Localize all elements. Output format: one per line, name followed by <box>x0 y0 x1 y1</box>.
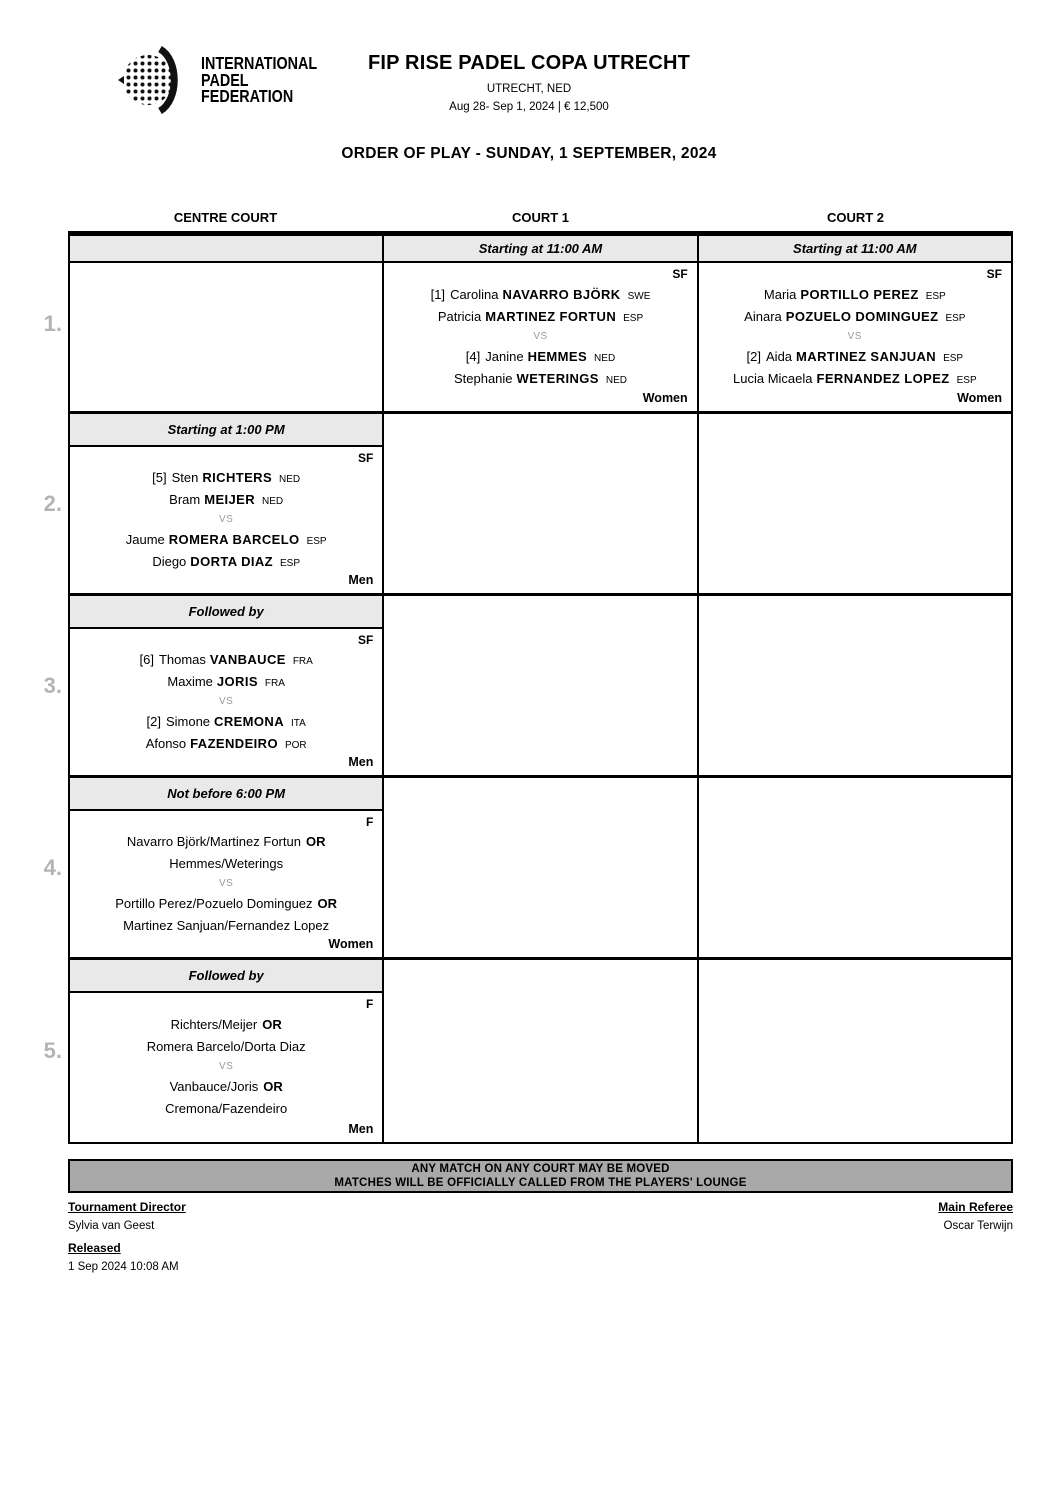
stage-label: SF <box>986 267 1002 281</box>
court-cell-court-2 <box>699 778 1011 957</box>
seed-number: [6] <box>139 651 154 667</box>
court-cell-court-2 <box>699 960 1011 1142</box>
released-label: Released <box>68 1241 121 1255</box>
notice-line-2: MATCHES WILL BE OFFICIALLY CALLED FROM THE PLAYERS' LOUNGE <box>334 1177 747 1189</box>
player-last-name: HEMMES <box>527 348 588 364</box>
category-label: Women <box>957 391 1002 405</box>
seed-number: [1] <box>430 286 446 302</box>
or-label: OR <box>262 1017 282 1032</box>
player-line <box>152 554 300 569</box>
court-cell-court-2 <box>699 236 1011 411</box>
player-line <box>169 856 283 871</box>
player-line <box>126 532 327 547</box>
logo-text-line: INTERNATIONAL <box>201 52 318 73</box>
court-cell-court-1 <box>384 960 698 1142</box>
court-cell-court-1 <box>384 414 698 593</box>
player-line <box>147 1039 306 1054</box>
player-last-name: FERNANDEZ LOPEZ <box>816 370 950 386</box>
player-last-name: MEIJER <box>204 491 256 507</box>
notice-line-1: ANY MATCH ON ANY COURT MAY BE MOVED <box>411 1163 670 1175</box>
stage-label: SF <box>357 633 374 647</box>
vs-label: VS <box>533 330 548 342</box>
vs-label: VS <box>218 1061 234 1072</box>
team-names: Cremona/Fazendeiro <box>165 1101 288 1116</box>
stage-label: SF <box>672 267 688 281</box>
match-area <box>699 778 1011 957</box>
player-line <box>438 309 643 324</box>
player-line <box>764 287 946 302</box>
match-area <box>70 993 382 1142</box>
player-line <box>170 1079 283 1094</box>
category-label: Men <box>348 1122 374 1136</box>
footer-info <box>68 1200 1013 1282</box>
country-code: ESP <box>925 290 946 302</box>
player-first-name: Sten <box>171 469 199 485</box>
player-last-name: DORTA DIAZ <box>190 553 273 569</box>
time-band: Followed by <box>70 596 382 629</box>
player-first-name: Carolina <box>450 286 499 302</box>
match-area <box>70 629 382 775</box>
row-number: 2. <box>43 490 62 516</box>
player-line <box>733 371 977 386</box>
match-area <box>384 263 696 411</box>
player-last-name: WETERINGS <box>516 370 599 386</box>
country-code: POR <box>284 739 307 751</box>
player-first-name: Simone <box>165 713 211 729</box>
court-labels-row <box>68 210 1013 225</box>
player-line <box>115 896 337 911</box>
player-first-name: Aida <box>766 348 793 364</box>
players-block <box>79 652 373 751</box>
or-label: OR <box>263 1079 283 1094</box>
country-code: NED <box>605 374 627 386</box>
player-first-name: Diego <box>152 553 187 569</box>
country-code: ESP <box>945 312 966 324</box>
seed-number: [5] <box>152 469 167 485</box>
country-code: ITA <box>291 717 306 729</box>
player-last-name: MARTINEZ FORTUN <box>485 308 617 324</box>
tournament-title: FIP RISE PADEL COPA UTRECHT <box>367 52 691 74</box>
players-block <box>79 834 373 933</box>
seed-number: [4] <box>465 348 481 364</box>
court-label-centre-court: CENTRE COURT <box>173 210 278 225</box>
player-line <box>165 1101 287 1116</box>
court-label-court-2: COURT 2 <box>826 210 885 225</box>
player-last-name: FAZENDEIRO <box>190 735 278 751</box>
player-first-name: Maria <box>763 286 797 302</box>
footer-left-block <box>68 1200 186 1282</box>
match-area <box>70 263 382 411</box>
player-line <box>169 492 283 507</box>
category-label: Women <box>642 391 688 405</box>
player-first-name: Lucia Micaela <box>733 370 813 386</box>
time-band: Not before 6:00 PM <box>70 778 382 811</box>
team-names: Richters/Meijer <box>170 1017 258 1032</box>
vs-label: VS <box>218 695 234 707</box>
schedule-row <box>43 414 1011 596</box>
logo-text-line: FEDERATION <box>201 86 294 107</box>
notice-banner <box>68 1159 1013 1193</box>
player-line <box>171 1017 282 1032</box>
team-names: Portillo Perez/Pozuelo Dominguez <box>115 895 313 911</box>
match-area <box>699 414 1011 593</box>
category-label: Women <box>328 937 374 951</box>
team-names: Vanbauce/Joris <box>169 1079 259 1094</box>
or-label: OR <box>305 833 326 849</box>
match-area <box>699 596 1011 775</box>
court-cell-centre-court <box>70 596 384 775</box>
main-referee-name: Oscar Terwijn <box>943 1220 1013 1232</box>
player-first-name: Thomas <box>158 651 206 667</box>
match-area <box>70 811 382 957</box>
vs-label: VS <box>218 513 234 525</box>
player-line <box>127 834 326 849</box>
team-names: Romera Barcelo/Dorta Diaz <box>146 1039 306 1054</box>
player-line <box>431 287 651 302</box>
player-last-name: PORTILLO PEREZ <box>800 286 919 302</box>
stage-label: SF <box>357 451 374 465</box>
country-code: FRA <box>292 655 313 667</box>
court-cell-court-1 <box>384 236 698 411</box>
players-block <box>708 287 1002 386</box>
player-last-name: JORIS <box>216 673 258 689</box>
player-line <box>466 349 615 364</box>
court-cell-centre-court <box>70 414 384 593</box>
team-names: Hemmes/Weterings <box>169 855 284 871</box>
player-last-name: ROMERA BARCELO <box>168 531 300 547</box>
player-line <box>139 652 312 667</box>
country-code: FRA <box>264 677 285 689</box>
player-last-name: NAVARRO BJÖRK <box>502 286 621 302</box>
country-code: NED <box>262 495 284 507</box>
schedule-row <box>43 778 1011 960</box>
player-first-name: Bram <box>169 491 201 507</box>
country-code: ESP <box>956 374 977 386</box>
player-line <box>146 736 307 751</box>
court-label-court-1: COURT 1 <box>511 210 570 225</box>
player-first-name: Patricia <box>437 308 482 324</box>
country-code: ESP <box>306 535 327 547</box>
country-code: NED <box>279 473 301 485</box>
row-number: 1. <box>43 310 62 336</box>
team-names: Martinez Sanjuan/Fernandez Lopez <box>123 917 330 933</box>
row-number: 4. <box>43 854 62 880</box>
or-label: OR <box>317 895 338 911</box>
tournament-location: UTRECHT, NED <box>486 83 572 95</box>
footer-right-block <box>938 1200 1013 1241</box>
player-last-name: POZUELO DOMINGUEZ <box>785 308 939 324</box>
seed-number: [2] <box>746 348 762 364</box>
player-line <box>454 371 627 386</box>
schedule-row <box>43 596 1011 778</box>
tournament-director-label: Tournament Director <box>68 1200 186 1214</box>
player-line <box>167 674 285 689</box>
player-first-name: Janine <box>485 348 524 364</box>
player-last-name: MARTINEZ SANJUAN <box>796 348 937 364</box>
stage-label: F <box>365 997 374 1011</box>
player-first-name: Afonso <box>145 735 187 751</box>
player-line <box>146 714 305 729</box>
time-band: Followed by <box>70 960 382 993</box>
player-line <box>747 349 964 364</box>
vs-label: VS <box>847 330 862 342</box>
schedule-row <box>43 960 1011 1142</box>
match-area <box>70 447 382 593</box>
row-number: 3. <box>43 672 62 698</box>
court-cell-centre-court <box>70 960 384 1142</box>
player-line <box>123 918 329 933</box>
released-datetime: 1 Sep 2024 10:08 AM <box>68 1261 179 1273</box>
schedule-row <box>43 236 1011 414</box>
player-last-name: VANBAUCE <box>209 651 286 667</box>
players-block <box>79 470 373 569</box>
player-first-name: Ainara <box>744 308 782 324</box>
match-area <box>384 960 696 1142</box>
player-first-name: Maxime <box>167 673 213 689</box>
tournament-header <box>0 52 1058 113</box>
country-code: NED <box>594 352 616 364</box>
time-band: Starting at 11:00 AM <box>699 236 1011 263</box>
row-number: 5. <box>43 1038 62 1063</box>
country-code: ESP <box>280 557 301 569</box>
players-block <box>79 1017 373 1116</box>
player-last-name: CREMONA <box>214 713 284 729</box>
time-band: Starting at 1:00 PM <box>70 414 382 447</box>
court-cell-court-1 <box>384 778 698 957</box>
country-code: ESP <box>943 352 964 364</box>
court-cell-centre-court <box>70 778 384 957</box>
player-line <box>744 309 965 324</box>
match-area <box>384 596 696 775</box>
court-cell-court-2 <box>699 414 1011 593</box>
time-band <box>70 236 382 263</box>
stage-label: F <box>365 815 374 829</box>
players-block <box>393 287 687 386</box>
schedule-table <box>43 231 1013 1144</box>
player-line <box>152 470 300 485</box>
player-last-name: RICHTERS <box>202 469 273 485</box>
match-area <box>699 960 1011 1142</box>
country-code: ESP <box>623 312 644 324</box>
court-cell-centre-court <box>70 236 384 411</box>
seed-number: [2] <box>146 713 161 729</box>
time-band: Starting at 11:00 AM <box>384 236 696 263</box>
category-label: Men <box>348 755 374 769</box>
main-referee-label: Main Referee <box>938 1200 1013 1214</box>
player-first-name: Jaume <box>125 531 165 547</box>
logo-text-line: PADEL <box>201 69 249 90</box>
tournament-dates-prize: Aug 28- Sep 1, 2024 | € 12,500 <box>449 101 609 113</box>
tournament-director-name: Sylvia van Geest <box>68 1220 155 1232</box>
court-cell-court-2 <box>699 596 1011 775</box>
team-names: Navarro Björk/Martinez Fortun <box>126 833 301 849</box>
order-of-play-title: ORDER OF PLAY - SUNDAY, 1 SEPTEMBER, 2024 <box>341 145 717 162</box>
match-area <box>384 778 696 957</box>
vs-label: VS <box>218 877 234 889</box>
match-area <box>699 263 1011 411</box>
country-code: SWE <box>627 290 651 302</box>
match-area <box>384 414 696 593</box>
player-first-name: Stephanie <box>453 370 513 386</box>
category-label: Men <box>348 573 374 587</box>
court-cell-court-1 <box>384 596 698 775</box>
